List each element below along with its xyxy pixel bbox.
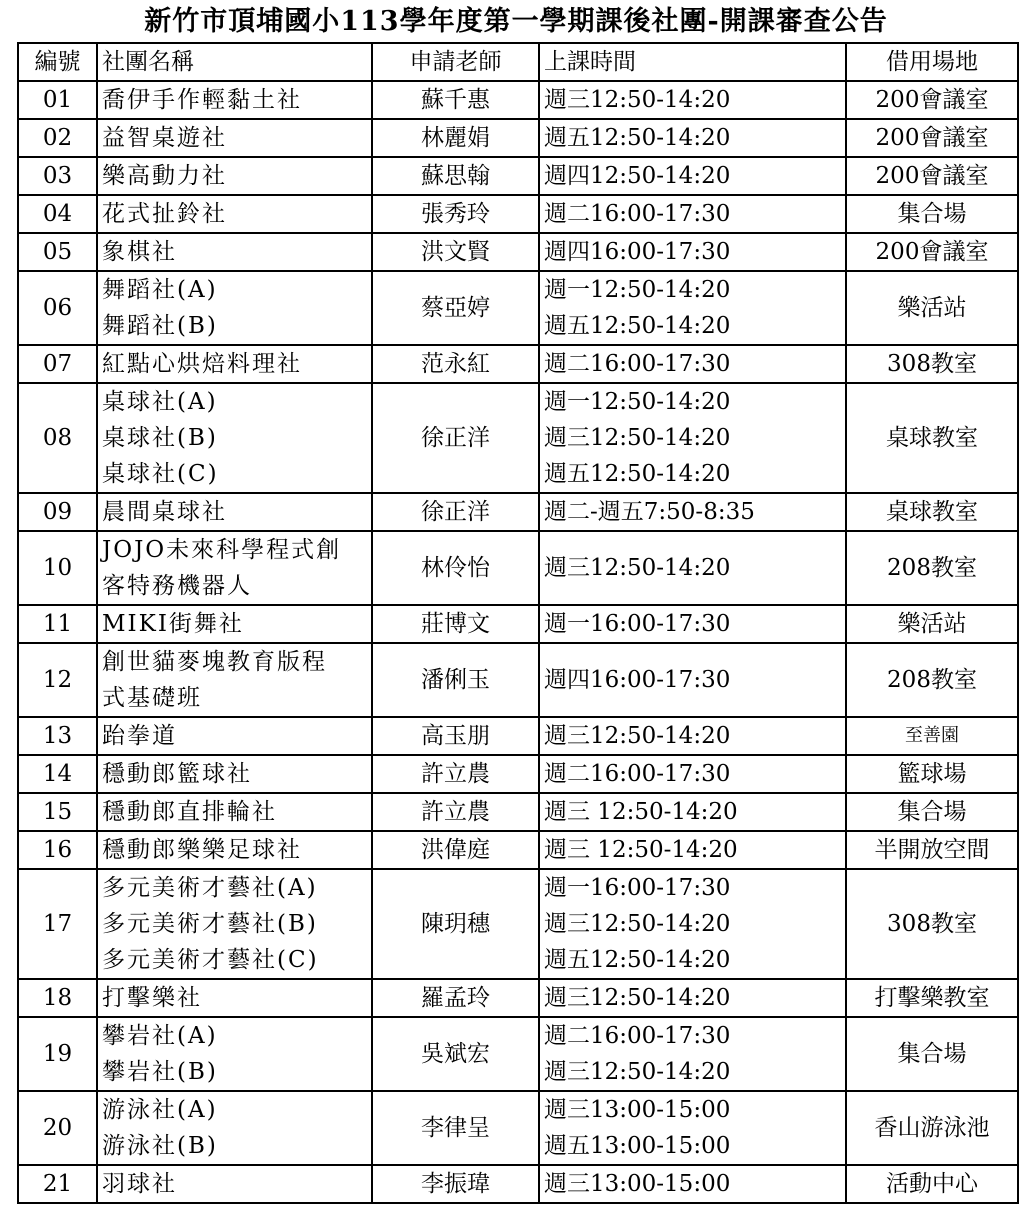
table-row (18, 81, 1018, 119)
venue: 香山游泳池 (846, 1091, 1018, 1165)
venue: 集合場 (846, 1017, 1018, 1091)
club-name: 穩動郎籃球社 (102, 761, 252, 787)
club-name: 樂高動力社 (102, 163, 227, 189)
table-row (18, 605, 1018, 643)
club-name-cell (97, 119, 372, 157)
class-time-cell (539, 831, 846, 869)
club-name-cell (97, 643, 372, 717)
class-time: 週三12:50-14:20 (544, 1059, 731, 1085)
club-table (17, 42, 1019, 1204)
table-row (18, 979, 1018, 1017)
row-number: 01 (18, 81, 97, 119)
class-time: 週二-週五7:50-8:35 (544, 499, 755, 525)
header-no: 編號 (18, 43, 97, 81)
class-time-cell (539, 81, 846, 119)
class-time: 週五12:50-14:20 (544, 313, 731, 339)
class-time-cell (539, 493, 846, 531)
table-row (18, 717, 1018, 755)
table-row (18, 195, 1018, 233)
club-name: 桌球社(B) (102, 425, 218, 451)
teacher-name: 蘇千惠 (372, 81, 539, 119)
club-name-cell (97, 831, 372, 869)
teacher-name: 林麗娟 (372, 119, 539, 157)
table-row (18, 531, 1018, 605)
class-time-cell (539, 157, 846, 195)
venue: 半開放空間 (846, 831, 1018, 869)
venue: 208教室 (846, 531, 1018, 605)
teacher-name: 羅孟玲 (372, 979, 539, 1017)
table-row (18, 831, 1018, 869)
class-time-cell (539, 1017, 846, 1091)
header-name: 社團名稱 (97, 43, 372, 81)
row-number: 09 (18, 493, 97, 531)
teacher-name: 李律呈 (372, 1091, 539, 1165)
class-time: 週三12:50-14:20 (544, 425, 731, 451)
class-time: 週三12:50-14:20 (544, 87, 731, 113)
club-name: 穩動郎直排輪社 (102, 799, 277, 825)
table-row (18, 755, 1018, 793)
table-row (18, 869, 1018, 979)
row-number: 14 (18, 755, 97, 793)
venue: 桌球教室 (846, 383, 1018, 493)
teacher-name: 李振瑋 (372, 1165, 539, 1203)
class-time: 週五12:50-14:20 (544, 461, 731, 487)
venue: 208教室 (846, 643, 1018, 717)
venue: 桌球教室 (846, 493, 1018, 531)
club-name: MIKI街舞社 (102, 611, 244, 637)
club-name: 多元美術才藝社(B) (102, 911, 318, 937)
table-row (18, 157, 1018, 195)
teacher-name: 陳玥穗 (372, 869, 539, 979)
class-time: 週二16:00-17:30 (544, 351, 731, 377)
club-name: 創世貓麥塊教育版程 (102, 649, 327, 675)
venue: 籃球場 (846, 755, 1018, 793)
club-name: 象棋社 (102, 239, 177, 265)
club-name-cell (97, 605, 372, 643)
class-time-cell (539, 383, 846, 493)
club-name-cell (97, 979, 372, 1017)
class-time-cell (539, 119, 846, 157)
venue: 200會議室 (846, 157, 1018, 195)
teacher-name: 徐正洋 (372, 383, 539, 493)
table-row (18, 643, 1018, 717)
table-row (18, 1091, 1018, 1165)
club-name-cell (97, 793, 372, 831)
class-time: 週三12:50-14:20 (544, 723, 731, 749)
row-number: 19 (18, 1017, 97, 1091)
row-number: 07 (18, 345, 97, 383)
class-time: 週二16:00-17:30 (544, 201, 731, 227)
class-time: 週五13:00-15:00 (544, 1133, 731, 1159)
club-name: 式基礎班 (102, 685, 202, 711)
teacher-name: 張秀玲 (372, 195, 539, 233)
venue: 樂活站 (846, 271, 1018, 345)
club-name: 跆拳道 (102, 723, 177, 749)
club-name: 多元美術才藝社(A) (102, 875, 318, 901)
club-name: 游泳社(A) (102, 1097, 218, 1123)
venue: 200會議室 (846, 81, 1018, 119)
club-name: 喬伊手作輕黏土社 (102, 87, 302, 113)
class-time: 週四16:00-17:30 (544, 667, 731, 693)
class-time-cell (539, 1165, 846, 1203)
table-row (18, 1017, 1018, 1091)
teacher-name: 蘇思翰 (372, 157, 539, 195)
row-number: 03 (18, 157, 97, 195)
class-time: 週二16:00-17:30 (544, 1023, 731, 1049)
header-row (18, 43, 1018, 81)
table-row (18, 383, 1018, 493)
venue: 200會議室 (846, 119, 1018, 157)
venue: 308教室 (846, 869, 1018, 979)
table-row (18, 493, 1018, 531)
club-name: 花式扯鈴社 (102, 201, 227, 227)
teacher-name: 莊博文 (372, 605, 539, 643)
venue: 200會議室 (846, 233, 1018, 271)
class-time-cell (539, 271, 846, 345)
teacher-name: 洪偉庭 (372, 831, 539, 869)
club-name: 桌球社(A) (102, 389, 218, 415)
club-name: 舞蹈社(B) (102, 313, 218, 339)
class-time-cell (539, 755, 846, 793)
class-time-cell (539, 195, 846, 233)
class-time-cell (539, 793, 846, 831)
table-row (18, 119, 1018, 157)
class-time: 週三 12:50-14:20 (544, 837, 738, 863)
club-name: 舞蹈社(A) (102, 277, 218, 303)
club-name-cell (97, 493, 372, 531)
class-time: 週三13:00-15:00 (544, 1171, 731, 1197)
venue: 活動中心 (846, 1165, 1018, 1203)
club-name: 攀岩社(B) (102, 1059, 218, 1085)
club-name-cell (97, 345, 372, 383)
venue: 集合場 (846, 195, 1018, 233)
club-name-cell (97, 531, 372, 605)
class-time: 週五12:50-14:20 (544, 947, 731, 973)
header-time: 上課時間 (539, 43, 846, 81)
venue: 打擊樂教室 (846, 979, 1018, 1017)
club-name-cell (97, 195, 372, 233)
row-number: 13 (18, 717, 97, 755)
class-time-cell (539, 979, 846, 1017)
teacher-name: 范永紅 (372, 345, 539, 383)
teacher-name: 許立農 (372, 793, 539, 831)
class-time: 週三12:50-14:20 (544, 911, 731, 937)
class-time: 週二16:00-17:30 (544, 761, 731, 787)
club-name-cell (97, 81, 372, 119)
club-name: 多元美術才藝社(C) (102, 947, 319, 973)
club-name-cell (97, 233, 372, 271)
club-name: JOJO未來科學程式創 (102, 537, 342, 563)
club-name: 晨間桌球社 (102, 499, 227, 525)
club-name-cell (97, 869, 372, 979)
teacher-name: 徐正洋 (372, 493, 539, 531)
row-number: 16 (18, 831, 97, 869)
venue: 至善園 (846, 717, 1018, 755)
class-time: 週四12:50-14:20 (544, 163, 731, 189)
venue: 集合場 (846, 793, 1018, 831)
class-time-cell (539, 605, 846, 643)
class-time-cell (539, 531, 846, 605)
class-time-cell (539, 233, 846, 271)
row-number: 12 (18, 643, 97, 717)
club-name: 穩動郎樂樂足球社 (102, 837, 302, 863)
row-number: 06 (18, 271, 97, 345)
teacher-name: 高玉朋 (372, 717, 539, 755)
row-number: 15 (18, 793, 97, 831)
teacher-name: 蔡亞婷 (372, 271, 539, 345)
club-name-cell (97, 1017, 372, 1091)
header-teacher: 申請老師 (372, 43, 539, 81)
row-number: 18 (18, 979, 97, 1017)
club-name: 攀岩社(A) (102, 1023, 218, 1049)
class-time-cell (539, 345, 846, 383)
row-number: 21 (18, 1165, 97, 1203)
class-time: 週三13:00-15:00 (544, 1097, 731, 1123)
club-name: 羽球社 (102, 1171, 177, 1197)
class-time: 週一12:50-14:20 (544, 277, 731, 303)
class-time: 週三12:50-14:20 (544, 555, 731, 581)
table-row (18, 345, 1018, 383)
teacher-name: 潘俐玉 (372, 643, 539, 717)
class-time: 週四16:00-17:30 (544, 239, 731, 265)
class-time: 週三12:50-14:20 (544, 985, 731, 1011)
venue: 308教室 (846, 345, 1018, 383)
teacher-name: 吳斌宏 (372, 1017, 539, 1091)
club-name: 游泳社(B) (102, 1133, 218, 1159)
row-number: 10 (18, 531, 97, 605)
row-number: 04 (18, 195, 97, 233)
club-name: 益智桌遊社 (102, 125, 227, 151)
teacher-name: 許立農 (372, 755, 539, 793)
club-name-cell (97, 717, 372, 755)
row-number: 02 (18, 119, 97, 157)
class-time: 週一16:00-17:30 (544, 611, 731, 637)
row-number: 05 (18, 233, 97, 271)
class-time: 週一12:50-14:20 (544, 389, 731, 415)
table-row (18, 1165, 1018, 1203)
row-number: 11 (18, 605, 97, 643)
club-name-cell (97, 271, 372, 345)
class-time-cell (539, 717, 846, 755)
class-time-cell (539, 643, 846, 717)
class-time-cell (539, 1091, 846, 1165)
page-title: 新竹市頂埔國小113學年度第一學期課後社團-開課審查公告 (144, 6, 888, 37)
club-name: 桌球社(C) (102, 461, 219, 487)
table-row (18, 271, 1018, 345)
class-time: 週三 12:50-14:20 (544, 799, 738, 825)
class-time: 週一16:00-17:30 (544, 875, 731, 901)
row-number: 17 (18, 869, 97, 979)
club-name: 打擊樂社 (102, 985, 202, 1011)
table-row (18, 793, 1018, 831)
club-name-cell (97, 157, 372, 195)
row-number: 20 (18, 1091, 97, 1165)
row-number: 08 (18, 383, 97, 493)
table-row (18, 233, 1018, 271)
header-venue: 借用場地 (846, 43, 1018, 81)
class-time-cell (539, 869, 846, 979)
club-name: 客特務機器人 (102, 573, 252, 599)
venue: 樂活站 (846, 605, 1018, 643)
club-name-cell (97, 1165, 372, 1203)
club-name-cell (97, 755, 372, 793)
club-name: 紅點心烘焙料理社 (102, 351, 302, 377)
teacher-name: 林伶怡 (372, 531, 539, 605)
teacher-name: 洪文賢 (372, 233, 539, 271)
class-time: 週五12:50-14:20 (544, 125, 731, 151)
club-name-cell (97, 1091, 372, 1165)
club-name-cell (97, 383, 372, 493)
